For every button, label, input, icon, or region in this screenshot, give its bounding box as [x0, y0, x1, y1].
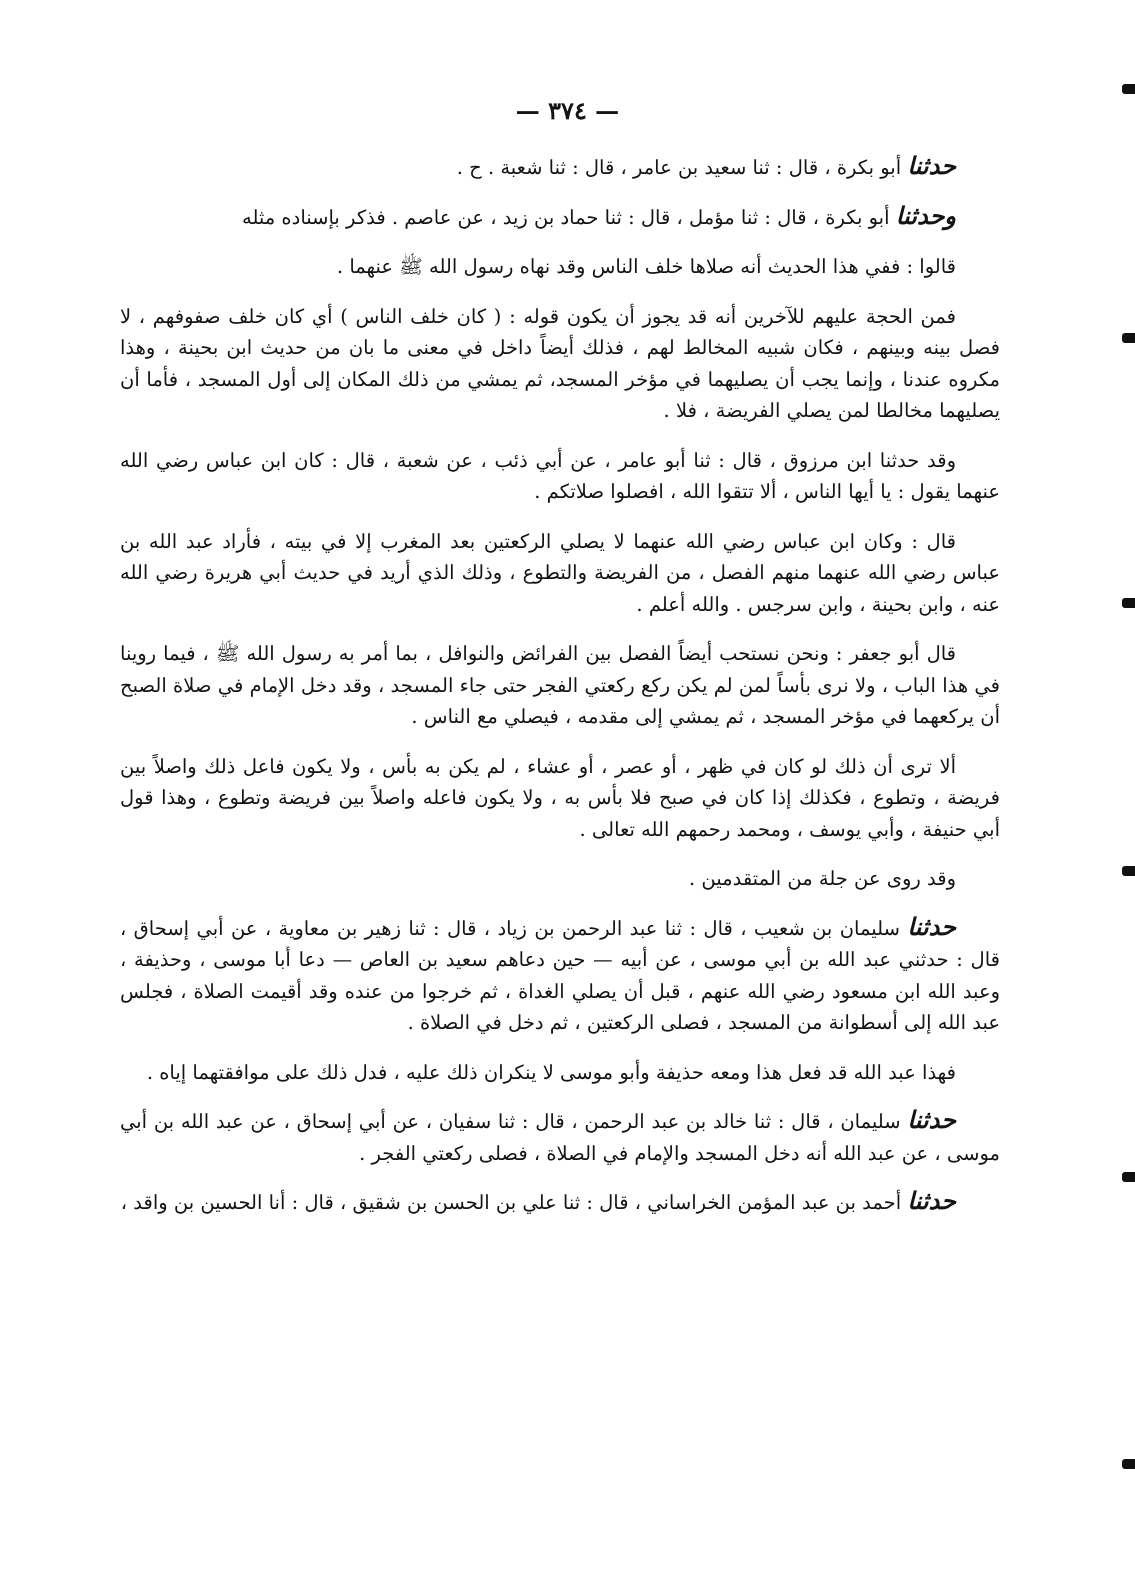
page-number: — ٣٧٤ —	[515, 96, 620, 125]
paragraph-text: سليمان ، قال : ثنا خالد بن عبد الرحمن ، قال : ثنا سفيان ، عن أبي إسحاق ، عن عبد الله بن أبي موسى ، عن عبد الله أنه دخل المسجد والإمام في الصلاة ، فصلى ركعتي الفجر .	[120, 1110, 1000, 1165]
paragraph-text: قالوا : ففي هذا الحديث أنه صلاها خلف الناس وقد نهاه رسول الله ﷺ عنهما .	[336, 255, 956, 278]
paragraph	[120, 200, 1000, 234]
narration-lead: حدثنا	[907, 1105, 956, 1134]
narration-lead: حدثنا	[907, 151, 956, 180]
paragraph	[120, 749, 1000, 846]
margin-mark	[1122, 1172, 1135, 1182]
body-text	[120, 150, 1000, 1235]
paragraph-text: قال : وكان ابن عباس رضي الله عنهما لا يصلي الركعتين بعد المغرب إلا في بيته ، فأراد عبد الله بن عباس رضي الله عنهما منهم الفصل ، من الفريضة والتطوع ، وذلك الذي أريد في حديث أبي هريرة رضي الله عنه ، وابن بحينة ، وابن سرجس . والله أعلم .	[120, 529, 1000, 616]
paragraph-text: فمن الحجة عليهم للآخرين أنه قد يجوز أن يكون قوله : ( كان خلف الناس ) أي كان خلف صفوفهم ، لا فصل بينه وبينهم ، فكان شبيه المخالط لهم ، فذلك أيضاً داخل في معنى ما بان من حديث ابن بحينة ، وهذا مكروه عندنا ، وإنما يجب أن يصليهما في مؤخر المسجد، ثم يمشي من ذلك المكان إلى أول المسجد ، فأما أن يصليهما مخالطا لمن يصلي الفريضة ، فلا .	[120, 304, 1000, 422]
narration-lead: حدثنا	[907, 1186, 956, 1215]
paragraph	[120, 524, 1000, 621]
paragraph	[120, 636, 1000, 733]
margin-mark	[1122, 598, 1135, 608]
paragraph-text: أبو بكرة ، قال : ثنا مؤمل ، قال : ثنا حماد بن زيد ، عن عاصم . فذكر بإسناده مثله	[241, 205, 896, 229]
paragraph-text: وقد روى عن جلة من المتقدمين .	[689, 867, 956, 890]
margin-mark	[1122, 84, 1135, 94]
paragraph	[120, 1185, 1000, 1219]
paragraph	[120, 911, 1000, 1039]
paragraph-text: سليمان بن شعيب ، قال : ثنا عبد الرحمن بن زياد ، قال : ثنا زهير بن معاوية ، عن أبي إسحاق ، قال : حدثني عبد الله بن أبي موسى ، عن أبيه — حين دعاهم سعيد بن العاص — دعا أبا موسى ، وحذيفة ، وعبد الله ابن مسعود رضي الله عنهم ، قبل أن يصلي الغداة ، ثم خرجوا من عنده وقد أقيمت الصلاة ، فجلس عبد الله إلى أسطوانة من المسجد ، فصلى الركعتين ، ثم دخل في الصلاة .	[120, 916, 1000, 1034]
paragraph-text: ألا ترى أن ذلك لو كان في ظهر ، أو عصر ، أو عشاء ، لم يكن به بأس ، ولا يكون فاعل ذلك واصلاً بين فريضة ، وتطوع ، فكذلك إذا كان في صبح فلا بأس به ، ولا يكون فاعله واصلاً بين فريضة وتطوع ، وهذا قول أبي حنيفة ، وأبي يوسف ، ومحمد رحمهم الله تعالى .	[120, 754, 1000, 841]
margin-mark	[1122, 866, 1135, 876]
paragraph	[120, 1055, 1000, 1089]
paragraph-text: وقد حدثنا ابن مرزوق ، قال : ثنا أبو عامر ، عن أبي ذئب ، عن شعبة ، قال : كان ابن عباس رضي الله عنهما يقول : يا أيها الناس ، ألا تتقوا الله ، افصلوا صلاتكم .	[120, 448, 1000, 503]
margin-mark	[1122, 1459, 1135, 1469]
paragraph	[120, 150, 1000, 184]
paragraph	[120, 299, 1000, 427]
paragraph-text: أبو بكرة ، قال : ثنا سعيد بن عامر ، قال : ثنا شعبة . ح .	[456, 156, 908, 179]
narration-lead: وحدثنا	[895, 200, 956, 230]
margin-mark	[1122, 333, 1135, 343]
paragraph-text: أحمد بن عبد المؤمن الخراساني ، قال : ثنا علي بن الحسن بن شقيق ، قال : أنا الحسين بن واقد ،	[120, 1191, 908, 1214]
paragraph	[120, 443, 1000, 508]
paragraph	[120, 861, 1000, 895]
narration-lead: حدثنا	[907, 911, 956, 941]
paragraph	[120, 249, 1000, 283]
paragraph-text: فهذا عبد الله قد فعل هذا ومعه حذيفة وأبو موسى لا ينكران ذلك عليه ، فدل ذلك على موافقتهما إياه .	[146, 1060, 956, 1084]
paragraph	[120, 1104, 1000, 1169]
paragraph-text: قال أبو جعفر : ونحن نستحب أيضاً الفصل بين الفرائض والنوافل ، بما أمر به رسول الله ﷺ ، فيما روينا في هذا الباب ، ولا نرى بأساً لمن لم يكن ركع ركعتي الفجر حتى جاء المسجد ، وقد دخل الإمام في صلاة الصبح أن يركعهما في مؤخر المسجد ، ثم يمشي إلى مقدمه ، فيصلي مع الناس .	[120, 642, 1000, 728]
